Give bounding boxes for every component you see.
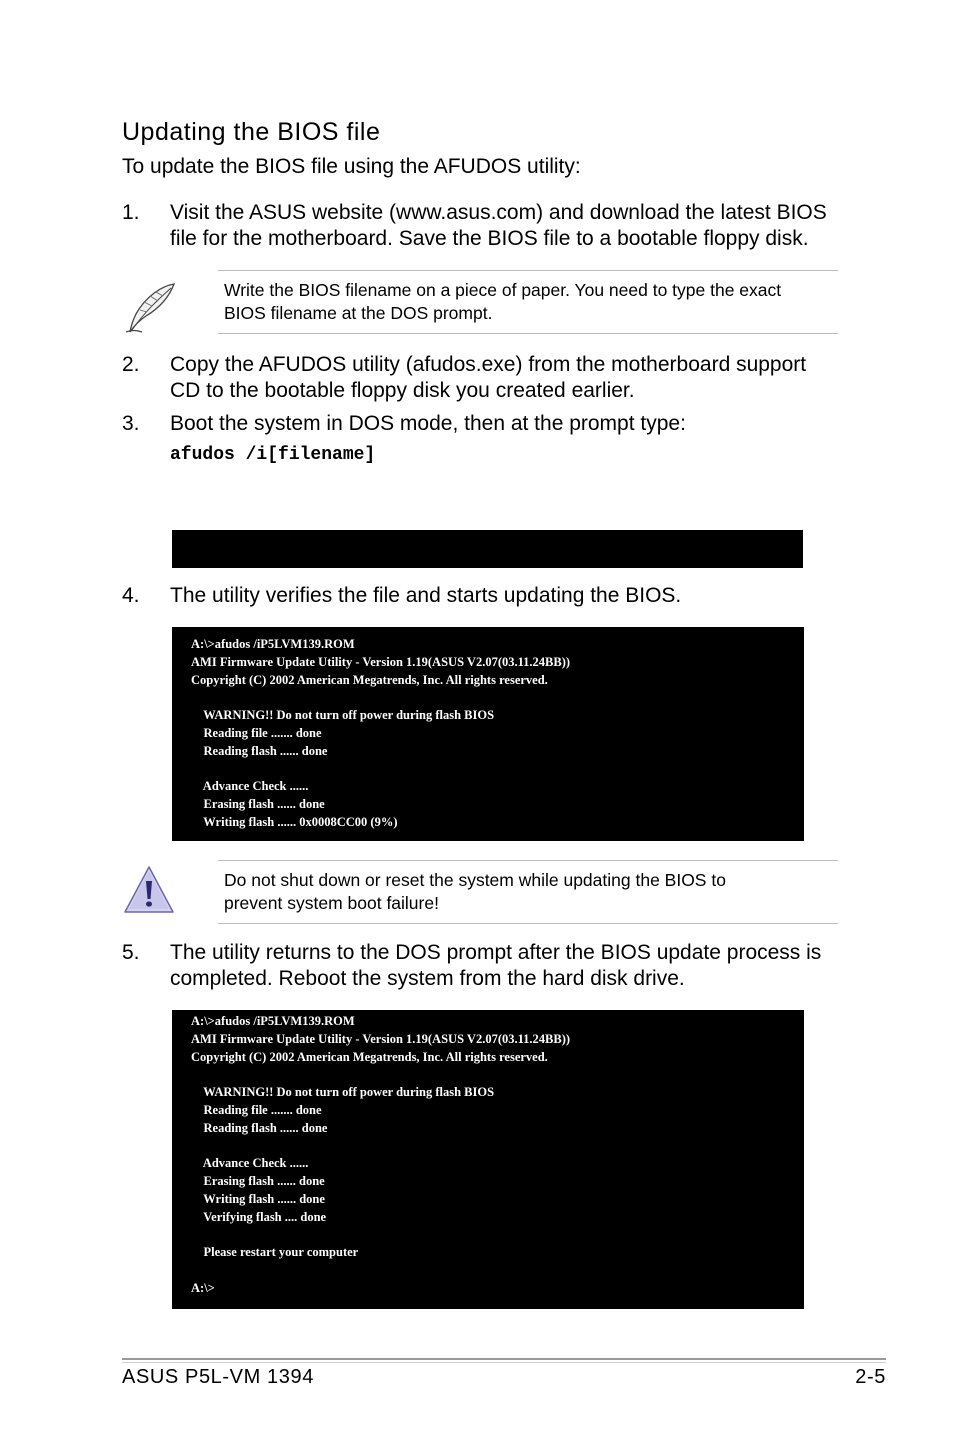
terminal-line	[191, 1262, 804, 1280]
terminal-line: Reading flash ...... done	[191, 743, 328, 758]
terminal-line: Verifying flash .... done	[191, 1209, 327, 1224]
step-1-line-2: file for the motherboard. Save the BIOS file to a bootable floppy disk.	[170, 227, 809, 250]
step-1-number: 1.	[122, 201, 140, 224]
step-1-text	[170, 200, 850, 252]
terminal-line	[191, 1138, 804, 1156]
terminal-line: WARNING!! Do not turn off power during flash BIOS	[191, 1085, 495, 1100]
terminal-line: Writing flash ...... 0x0008CC00 (9%)	[191, 814, 398, 829]
terminal-line: Reading flash ...... done	[191, 1120, 328, 1135]
terminal-line: Please restart your computer	[191, 1245, 359, 1260]
step-2-line-2: CD to the bootable floppy disk you created earlier.	[170, 379, 635, 402]
terminal-line: Advance Check ......	[191, 779, 309, 794]
terminal-line: Erasing flash ...... done	[191, 797, 325, 812]
step-3-line-1: Boot the system in DOS mode, then at the prompt type:	[170, 412, 686, 435]
warning-box	[218, 860, 838, 924]
terminal-line	[191, 1066, 804, 1084]
step-3-number: 3.	[122, 412, 140, 435]
step-4-number: 4.	[122, 584, 140, 607]
warning-line-2: prevent system boot failure!	[224, 893, 439, 913]
step-2-line-1: Copy the AFUDOS utility (afudos.exe) from the motherboard support	[170, 353, 807, 376]
terminal-1-line: A:\>afudos /iP5LVM139.ROM	[191, 572, 355, 587]
step-5-line-2: completed. Reboot the system from the hard disk drive.	[170, 967, 685, 990]
terminal-window-3	[172, 1010, 804, 1309]
warning-text	[218, 861, 838, 923]
intro-text: To update the BIOS file using the AFUDOS utility:	[122, 155, 581, 178]
footer-product-name: ASUS P5L-VM 1394	[122, 1366, 314, 1388]
note-box	[218, 270, 838, 334]
warning-line-1: Do not shut down or reset the system while updating the BIOS to	[224, 870, 726, 890]
step-2-text	[170, 352, 850, 404]
section-title: Updating the BIOS file	[122, 118, 381, 146]
terminal-line: AMI Firmware Update Utility - Version 1.19(ASUS V2.07(03.11.24BB))	[191, 1031, 571, 1046]
footer-page-number: 2-5	[855, 1366, 886, 1388]
terminal-line: Writing flash ...... done	[191, 1191, 325, 1206]
terminal-line: Reading file ....... done	[191, 725, 322, 740]
step-5-text	[170, 940, 850, 992]
step-1-line-1: Visit the ASUS website (www.asus.com) and download the latest BIOS	[170, 201, 827, 224]
command-text: afudos /i[filename]	[170, 445, 376, 465]
step-4-line-1: The utility verifies the file and starts updating the BIOS.	[170, 584, 682, 607]
terminal-line: A:\>	[191, 1280, 215, 1295]
warning-triangle-icon	[122, 864, 176, 916]
terminal-window-1	[172, 530, 803, 587]
terminal-line: Copyright (C) 2002 American Megatrends, Inc. All rights reserved.	[191, 672, 548, 687]
step-4-text	[170, 583, 850, 609]
step-2-number: 2.	[122, 353, 140, 376]
terminal-line: WARNING!! Do not turn off power during flash BIOS	[191, 708, 495, 723]
terminal-line	[191, 761, 804, 779]
footer-rule	[122, 1358, 886, 1360]
note-line-1: Write the BIOS filename on a piece of paper. You need to type the exact	[224, 280, 782, 300]
terminal-line	[191, 689, 804, 707]
terminal-line: Reading file ....... done	[191, 1102, 322, 1117]
terminal-line: Erasing flash ...... done	[191, 1174, 325, 1189]
terminal-line: A:\>afudos /iP5LVM139.ROM	[191, 637, 355, 651]
note-line-2: BIOS filename at the DOS prompt.	[224, 303, 493, 323]
terminal-line: Advance Check ......	[191, 1156, 309, 1171]
terminal-line: AMI Firmware Update Utility - Version 1.19(ASUS V2.07(03.11.24BB))	[191, 654, 571, 669]
step-5-number: 5.	[122, 941, 140, 964]
feather-pen-icon	[122, 280, 178, 336]
terminal-line	[191, 1227, 804, 1245]
terminal-window-2	[172, 627, 804, 841]
note-text	[218, 271, 838, 333]
terminal-line: A:\>afudos /iP5LVM139.ROM	[191, 1014, 355, 1028]
step-3-text	[170, 411, 850, 437]
footer-rule-thin	[122, 1362, 886, 1363]
terminal-line: Copyright (C) 2002 American Megatrends, Inc. All rights reserved.	[191, 1049, 548, 1064]
step-5-line-1: The utility returns to the DOS prompt after the BIOS update process is	[170, 941, 822, 964]
